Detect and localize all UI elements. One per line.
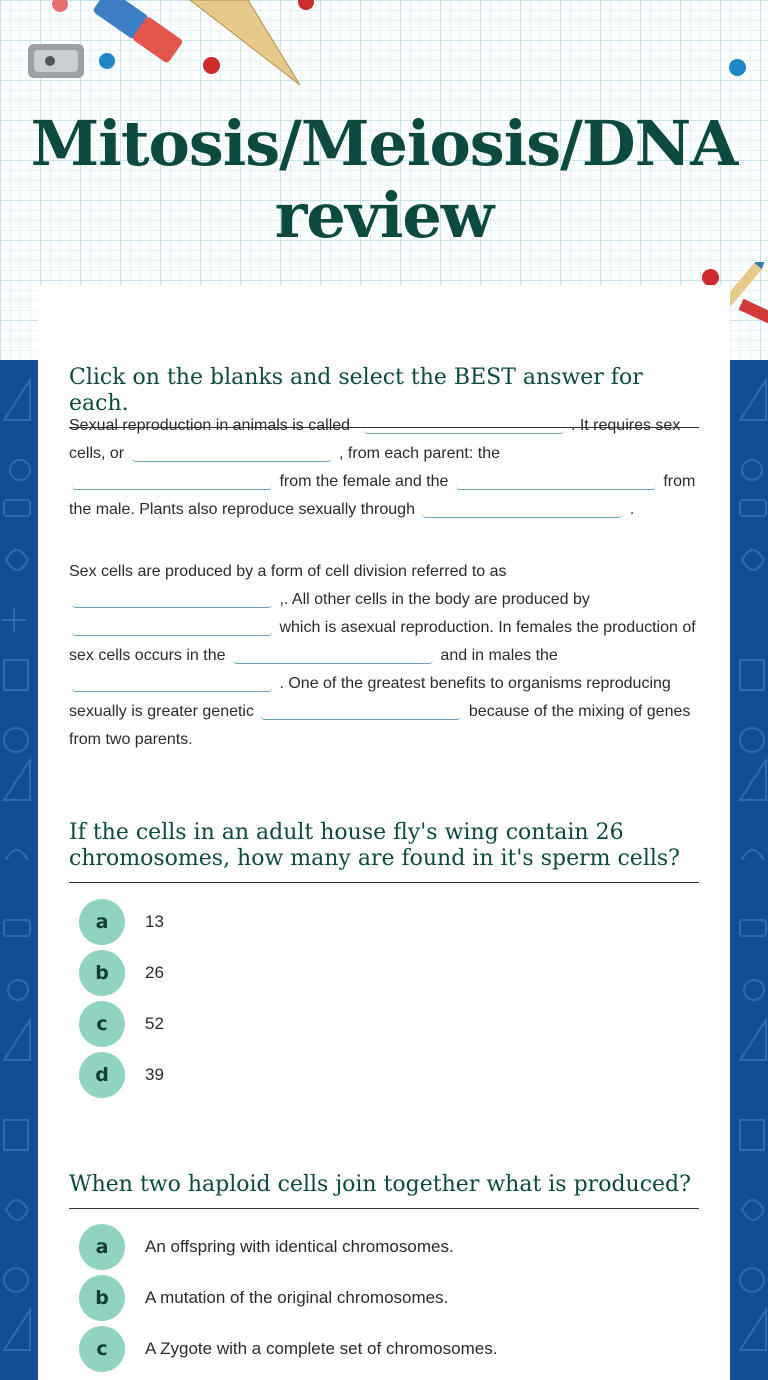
- blank-dropdown[interactable]: [261, 700, 461, 720]
- option-text: An offspring with identical chromosomes.: [145, 1236, 454, 1256]
- option-text: 26: [145, 962, 164, 982]
- paragraph-text: which is asexual reproduction. In females the production of sex cells occurs in the: [69, 619, 696, 664]
- option-letter-badge: c: [79, 1326, 125, 1372]
- paragraph-text: Sex cells are produced by a form of cell division referred to as: [69, 563, 507, 580]
- option-text: 52: [145, 1013, 164, 1033]
- option-text: 13: [145, 911, 164, 931]
- school-supplies-icon: [20, 0, 320, 95]
- option-letter-badge: b: [79, 1275, 125, 1321]
- answer-option[interactable]: [79, 947, 679, 998]
- pencils-icon: [726, 262, 768, 352]
- paragraph-text: Sexual reproduction in animals is called: [69, 417, 351, 434]
- answer-option[interactable]: [79, 1049, 679, 1100]
- option-text: 39: [145, 1064, 164, 1084]
- option-letter-badge: d: [79, 1052, 125, 1098]
- paragraph-text: from the male. Plants also reproduce sexually through: [69, 473, 696, 518]
- decorative-dot: [702, 269, 719, 286]
- blank-dropdown[interactable]: [456, 470, 656, 490]
- question-heading-house-fly: If the cells in an adult house fly's wing contain 26 chromosomes, how many are found in it's sperm cells?: [69, 820, 699, 883]
- answer-options-haploid: [79, 1221, 679, 1374]
- blank-dropdown[interactable]: [422, 498, 622, 518]
- blank-dropdown[interactable]: [72, 616, 272, 636]
- decorative-dot: [99, 53, 115, 69]
- blank-dropdown[interactable]: [233, 644, 433, 664]
- option-text: A Zygote with a complete set of chromosomes.: [145, 1338, 498, 1358]
- option-text: A mutation of the original chromosomes.: [145, 1287, 449, 1307]
- blank-dropdown[interactable]: [72, 588, 272, 608]
- paragraph-text: and in males the: [440, 647, 558, 664]
- worksheet-card: [38, 285, 730, 1380]
- paragraph-text: . One of the greatest benefits to organisms reproducing sexually is greater genetic: [69, 675, 671, 720]
- paragraph-text: .: [629, 501, 635, 518]
- option-letter-badge: a: [79, 1224, 125, 1270]
- paragraph-text: , from each parent: the: [339, 445, 501, 462]
- answer-option[interactable]: [79, 896, 679, 947]
- answer-option[interactable]: [79, 1272, 679, 1323]
- paragraph-cell-division: [69, 558, 701, 754]
- page-title: Mitosis/Meiosis/DNA review: [30, 107, 738, 252]
- option-letter-badge: a: [79, 899, 125, 945]
- decorative-dot: [203, 57, 220, 74]
- sharpener-icon: [28, 44, 84, 78]
- question-heading-haploid: When two haploid cells join together what is produced?: [69, 1172, 699, 1209]
- blank-dropdown[interactable]: [72, 672, 272, 692]
- paragraph-text: ,. All other cells in the body are produced by: [279, 591, 590, 608]
- answer-option[interactable]: [79, 1323, 679, 1374]
- blank-dropdown[interactable]: [364, 414, 564, 434]
- paragraph-text: . It requires sex cells, or: [69, 417, 681, 462]
- paragraph-reproduction: [69, 412, 701, 524]
- paragraph-text: from the female and the: [279, 473, 449, 490]
- answer-option[interactable]: [79, 998, 679, 1049]
- section-heading-fill-blanks: Click on the blanks and select the BEST answer for each.: [69, 365, 699, 428]
- blank-dropdown[interactable]: [72, 470, 272, 490]
- decorative-dot: [729, 59, 746, 76]
- option-letter-badge: c: [79, 1001, 125, 1047]
- paragraph-text: because of the mixing of genes from two parents.: [69, 703, 691, 748]
- option-letter-badge: b: [79, 950, 125, 996]
- blank-dropdown[interactable]: [132, 442, 332, 462]
- answer-option[interactable]: [79, 1221, 679, 1272]
- answer-options-house-fly: [79, 896, 679, 1100]
